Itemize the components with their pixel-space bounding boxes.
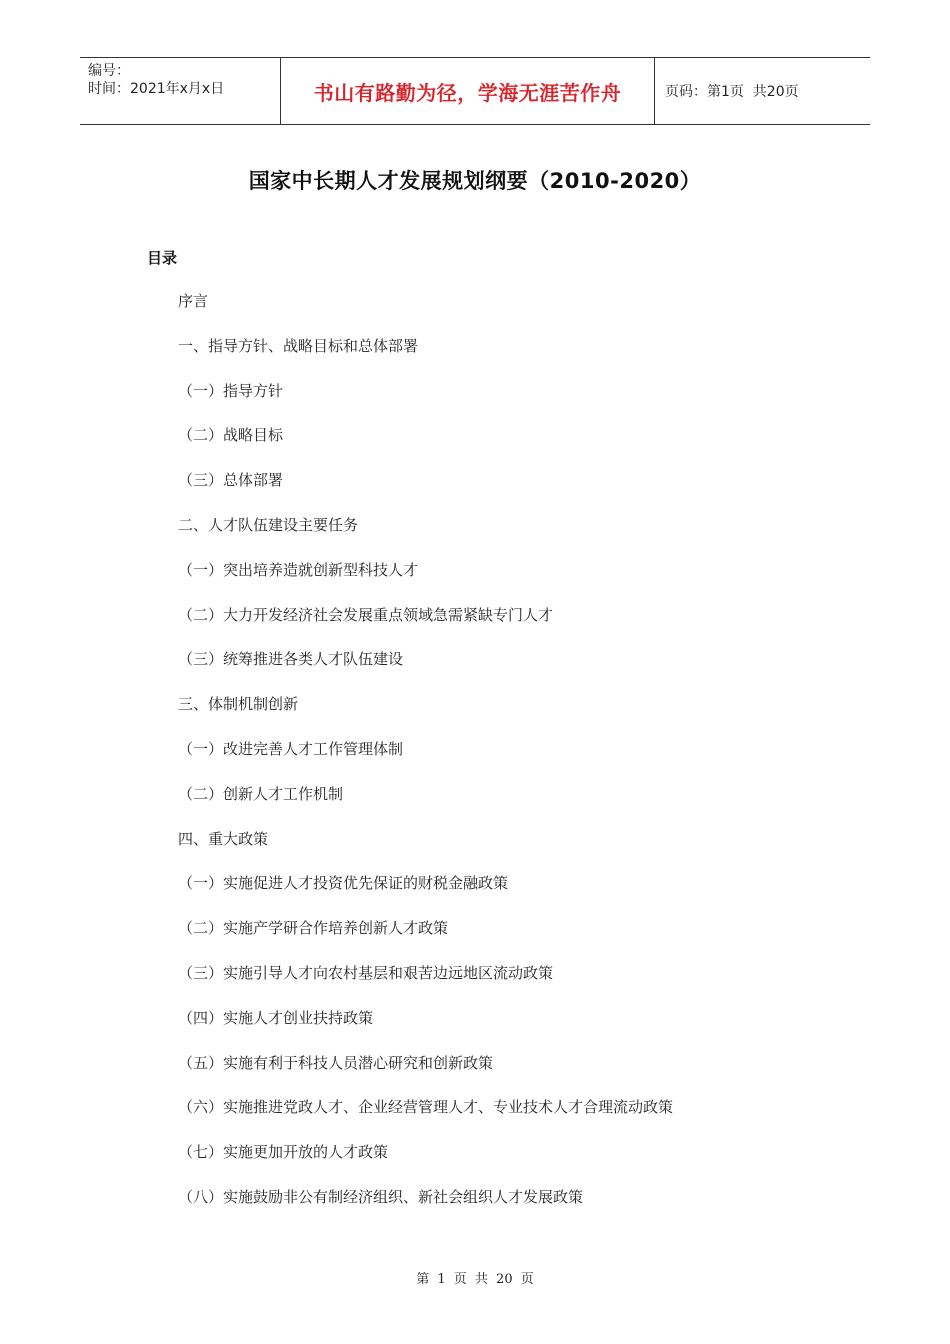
header-page-cell bbox=[655, 58, 870, 124]
toc-item: （七）实施更加开放的人才政策 bbox=[178, 1143, 389, 1162]
header-number-label: 编号： bbox=[88, 63, 130, 79]
toc-list bbox=[178, 290, 673, 1231]
toc-item: （三）实施引导人才向农村基层和艰苦边远地区流动政策 bbox=[178, 963, 554, 982]
document-title: 国家中长期人才发展规划纲要（2010-2020） bbox=[248, 169, 702, 193]
toc-item: 二、人才队伍建设主要任务 bbox=[178, 515, 359, 534]
toc-item: （八）实施鼓励非公有制经济组织、新社会组织人才发展政策 bbox=[178, 1187, 584, 1206]
header-meta-cell bbox=[80, 58, 281, 124]
toc-item: （六）实施推进党政人才、企业经营管理人才、专业技术人才合理流动政策 bbox=[178, 1098, 674, 1117]
header-page-info: 页码：第1页 共20页 bbox=[665, 84, 799, 100]
toc-item: （二）创新人才工作机制 bbox=[178, 784, 344, 803]
header-table bbox=[80, 57, 870, 125]
toc-item: 一、指导方针、战略目标和总体部署 bbox=[178, 336, 419, 355]
toc-item: 三、体制机制创新 bbox=[178, 695, 299, 714]
toc-item: （一）突出培养造就创新型科技人才 bbox=[178, 560, 419, 579]
toc-item: （二）实施产学研合作培养创新人才政策 bbox=[178, 919, 449, 938]
toc-item: （一）改进完善人才工作管理体制 bbox=[178, 739, 404, 758]
toc-item: （五）实施有利于科技人员潜心研究和创新政策 bbox=[178, 1053, 494, 1072]
header-time-label: 时间：2021年x月x日 bbox=[88, 81, 225, 97]
header-motto: 书山有路勤为径，学海无涯苦作舟 bbox=[313, 80, 622, 105]
toc-item: （二）战略目标 bbox=[178, 426, 284, 445]
toc-item: 序言 bbox=[178, 292, 209, 310]
page-footer: 第 1 页 共 20 页 bbox=[416, 1272, 534, 1287]
toc-heading: 目录 bbox=[147, 249, 178, 267]
toc-item: 四、重大政策 bbox=[178, 829, 269, 848]
toc-item: （二）大力开发经济社会发展重点领域急需紧缺专门人才 bbox=[178, 605, 554, 624]
toc-item: （三）总体部署 bbox=[178, 471, 284, 490]
toc-item: （三）统筹推进各类人才队伍建设 bbox=[178, 650, 404, 669]
toc-item: （一）实施促进人才投资优先保证的财税金融政策 bbox=[178, 874, 509, 893]
toc-item: （四）实施人才创业扶持政策 bbox=[178, 1008, 374, 1027]
toc-item: （一）指导方针 bbox=[178, 381, 284, 400]
header-motto-cell bbox=[281, 58, 655, 124]
